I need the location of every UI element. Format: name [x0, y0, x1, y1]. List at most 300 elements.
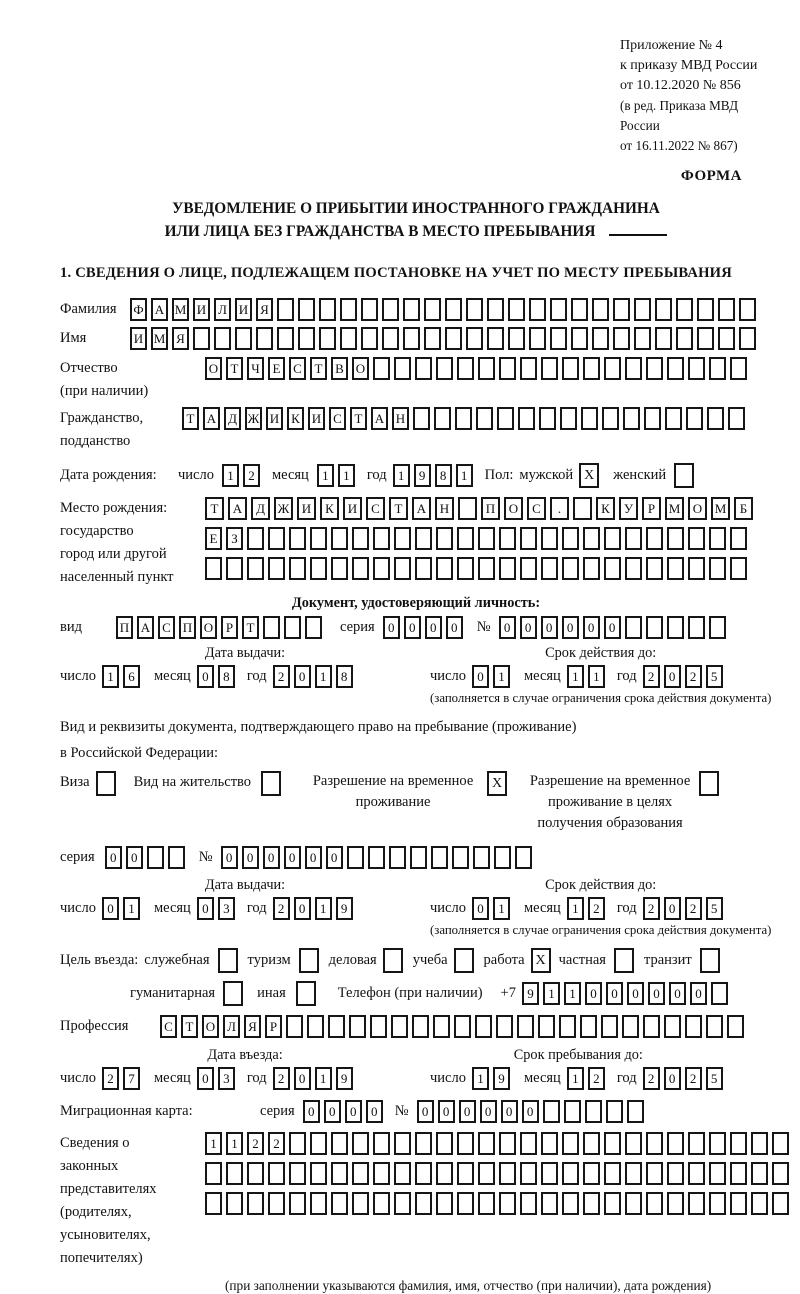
birth-place-cells-row3[interactable]: [205, 557, 757, 580]
form-cell: [373, 1132, 390, 1155]
form-cell: 0: [472, 665, 489, 688]
purpose-private-checkbox[interactable]: [614, 948, 634, 973]
form-cell: [268, 527, 285, 550]
form-cell: [457, 527, 474, 550]
stay-number-cells[interactable]: [221, 846, 536, 869]
form-cell: 0: [197, 897, 214, 920]
form-cell: [436, 1192, 453, 1215]
form-cell: Е: [268, 357, 285, 380]
doc-series-cells[interactable]: [383, 616, 467, 639]
stay-until-row: число 1 9 месяц 1 2 год 2 0 2 5: [430, 1067, 727, 1090]
gender-male-label: мужской: [519, 467, 574, 483]
phone-cells[interactable]: [522, 982, 732, 1005]
form-cell: [627, 1100, 644, 1123]
form-cell: Ж: [245, 407, 262, 430]
birth-place-cells-row1[interactable]: [205, 497, 757, 520]
identity-valid-day[interactable]: [472, 665, 514, 688]
form-cell: [602, 407, 619, 430]
stay-until-col: [430, 1047, 727, 1090]
form-cell: Я: [172, 327, 189, 350]
form-cell: [541, 357, 558, 380]
form-cell: [688, 557, 705, 580]
form-cell: 0: [541, 616, 558, 639]
form-cell: [455, 407, 472, 430]
year-label: год: [366, 467, 387, 483]
purpose-tourism-checkbox[interactable]: [299, 948, 319, 973]
form-cell: [592, 327, 609, 350]
doc-type-cells[interactable]: [116, 616, 326, 639]
identity-issue-year[interactable]: [273, 665, 357, 688]
form-cell: [370, 1015, 387, 1038]
form-cell: И: [193, 298, 210, 321]
month-label: месяц: [271, 467, 309, 483]
form-cell: [688, 1132, 705, 1155]
form-cell: [499, 557, 516, 580]
entry-dates: [60, 1047, 772, 1090]
form-cell: Т: [226, 357, 243, 380]
form-cell: [585, 1100, 602, 1123]
form-cell: 1: [222, 464, 239, 487]
form-cell: [655, 327, 672, 350]
form-cell: [247, 1162, 264, 1185]
stay-until-year[interactable]: [643, 1067, 727, 1090]
identity-valid-year[interactable]: [643, 665, 727, 688]
series-label: серия: [340, 619, 375, 635]
form-cell: [583, 357, 600, 380]
form-cell: Я: [244, 1015, 261, 1038]
form-cell: [688, 1192, 705, 1215]
purpose-humanitarian-checkbox[interactable]: [223, 981, 243, 1006]
form-cell: [664, 1015, 681, 1038]
form-cell: [604, 1132, 621, 1155]
form-cell: К: [287, 407, 304, 430]
form-cell: [517, 1015, 534, 1038]
surname-cells[interactable]: [130, 298, 760, 321]
stay-valid-col: [430, 877, 771, 938]
form-cell: [298, 298, 315, 321]
number-label: №: [476, 619, 491, 635]
form-cell: [289, 1132, 306, 1155]
form-cell: 0: [669, 982, 686, 1005]
form-cell: 0: [664, 897, 681, 920]
form-cell: [646, 1192, 663, 1215]
form-cell: [520, 527, 537, 550]
form-cell: 0: [126, 846, 143, 869]
citizenship-cells[interactable]: [182, 407, 749, 430]
purpose-business-checkbox[interactable]: [218, 948, 238, 973]
visa-checkbox[interactable]: [96, 771, 116, 796]
form-cell: [394, 357, 411, 380]
gender-male-checkbox[interactable]: X: [579, 463, 599, 488]
temp-residence-checkbox[interactable]: X: [487, 771, 507, 796]
form-cell: [583, 527, 600, 550]
form-cell: [508, 298, 525, 321]
issue-date-header: Дата выдачи:: [204, 877, 286, 893]
representatives-note: (при заполнении указываются фамилия, имя, отчество (при наличии), дата рождения): [225, 1278, 712, 1293]
form-cell: 0: [197, 665, 214, 688]
form-cell: Я: [256, 298, 273, 321]
appendix-line: Приложение № 4: [620, 38, 723, 53]
form-cell: [625, 357, 642, 380]
form-cell: И: [343, 497, 362, 520]
stay-issue-day[interactable]: [102, 897, 144, 920]
form-cell: 0: [664, 1067, 681, 1090]
form-cell: 0: [472, 897, 489, 920]
form-cell: [394, 557, 411, 580]
form-cell: 1: [338, 464, 355, 487]
form-cell: Т: [181, 1015, 198, 1038]
firstname-label: Имя: [60, 330, 87, 346]
birth-place-cells-row2[interactable]: [205, 527, 757, 550]
birth-month-cells[interactable]: [317, 464, 359, 487]
form-cell: [625, 616, 642, 639]
form-cell: 0: [648, 982, 665, 1005]
stay-valid-year[interactable]: [643, 897, 727, 920]
form-cell: [368, 846, 385, 869]
valid-note: (заполняется в случае ограничения срока действия документа): [430, 691, 772, 705]
form-cell: [389, 846, 406, 869]
form-cell: [634, 327, 651, 350]
form-cell: Р: [265, 1015, 282, 1038]
form-cell: [665, 407, 682, 430]
form-cell: [581, 407, 598, 430]
form-cell: [457, 1192, 474, 1215]
form-cell: [247, 527, 264, 550]
form-cell: [305, 616, 322, 639]
form-cell: [403, 298, 420, 321]
form-cell: Р: [221, 616, 238, 639]
form-cell: 0: [324, 1100, 341, 1123]
representatives-cells-row2[interactable]: [205, 1162, 793, 1185]
form-cell: П: [116, 616, 133, 639]
form-cell: 0: [459, 1100, 476, 1123]
form-cell: [541, 557, 558, 580]
form-cell: [751, 1192, 768, 1215]
purpose-work-checkbox[interactable]: X: [531, 948, 551, 973]
form-cell: [499, 527, 516, 550]
form-cell: М: [665, 497, 684, 520]
form-cell: 2: [243, 464, 260, 487]
form-cell: [277, 327, 294, 350]
form-cell: [667, 527, 684, 550]
form-cell: [458, 497, 477, 520]
purpose-other-checkbox[interactable]: [296, 981, 316, 1006]
stay-until-day[interactable]: [472, 1067, 514, 1090]
form-cell: [226, 1162, 243, 1185]
form-cell: Ж: [274, 497, 293, 520]
form-cell: П: [179, 616, 196, 639]
form-cell: О: [352, 357, 369, 380]
form-cell: О: [688, 497, 707, 520]
form-cell: К: [596, 497, 615, 520]
form-title-line2: ИЛИ ЛИЦА БЕЗ ГРАЖДАНСТВА В МЕСТО ПРЕБЫВАНИЯ: [60, 220, 772, 243]
form-cell: [310, 557, 327, 580]
migration-card-label: Миграционная карта:: [60, 1103, 193, 1119]
form-cell: А: [137, 616, 154, 639]
profession-cells[interactable]: [160, 1015, 748, 1038]
form-cell: 1: [315, 665, 332, 688]
entry-month[interactable]: [197, 1067, 239, 1090]
form-cell: 0: [583, 616, 600, 639]
form-cell: И: [308, 407, 325, 430]
identity-doc-row: [60, 616, 772, 639]
migration-series-cells[interactable]: [303, 1100, 387, 1123]
stay-doc-intro2: в Российской Федерации:: [60, 745, 219, 761]
form-cell: [205, 1162, 222, 1185]
form-cell: [494, 846, 511, 869]
form-cell: [284, 616, 301, 639]
patronymic-cells[interactable]: [205, 357, 751, 380]
form-cell: [457, 557, 474, 580]
form-cell: 9: [336, 897, 353, 920]
form-cell: [606, 1100, 623, 1123]
birth-day-cells[interactable]: [222, 464, 264, 487]
representatives-cells-row1[interactable]: [205, 1132, 793, 1155]
purpose-label: Цель въезда:: [60, 952, 139, 968]
form-cell: [688, 357, 705, 380]
form-cell: И: [130, 327, 147, 350]
purpose-commercial-checkbox[interactable]: [383, 948, 403, 973]
form-cell: [625, 527, 642, 550]
profession-row: [60, 1015, 772, 1038]
form-cell: [310, 1132, 327, 1155]
stay-valid-month[interactable]: [567, 897, 609, 920]
form-cell: [476, 407, 493, 430]
form-cell: [515, 846, 532, 869]
number-label: №: [394, 1103, 409, 1119]
form-title: [60, 197, 772, 243]
stay-issue-month[interactable]: [197, 897, 239, 920]
form-cell: Т: [182, 407, 199, 430]
form-cell: [739, 298, 756, 321]
form-cell: Т: [310, 357, 327, 380]
form-cell: 2: [643, 897, 660, 920]
form-cell: [706, 1015, 723, 1038]
form-cell: 1: [567, 665, 584, 688]
form-cell: [415, 1192, 432, 1215]
form-cell: [646, 357, 663, 380]
form-cell: [478, 1162, 495, 1185]
form-cell: 0: [383, 616, 400, 639]
form-cell: 2: [273, 665, 290, 688]
form-cell: [686, 407, 703, 430]
form-cell: [373, 527, 390, 550]
form-cell: 2: [685, 665, 702, 688]
form-cell: С: [527, 497, 546, 520]
form-cell: 1: [493, 665, 510, 688]
form-cell: 0: [305, 846, 322, 869]
form-cell: [289, 1162, 306, 1185]
representatives-cells-block: [205, 1132, 793, 1215]
form-cell: 0: [446, 616, 463, 639]
form-cell: 1: [493, 897, 510, 920]
form-cell: [601, 1015, 618, 1038]
identity-issue-row: число 1 6 месяц 0 8 год 2 0 1 8: [60, 665, 430, 688]
stay-valid-day[interactable]: [472, 897, 514, 920]
representatives-cells-row3[interactable]: [205, 1192, 793, 1215]
form-cell: Т: [242, 616, 259, 639]
form-cell: [560, 407, 577, 430]
form-cell: И: [297, 497, 316, 520]
form-cell: [667, 616, 684, 639]
form-cell: [352, 557, 369, 580]
form-cell: С: [160, 1015, 177, 1038]
form-cell: 6: [123, 665, 140, 688]
identity-valid-month[interactable]: [567, 665, 609, 688]
form-cell: [655, 298, 672, 321]
form-cell: 1: [472, 1067, 489, 1090]
gender-female-checkbox[interactable]: [674, 463, 694, 488]
birth-place-block: [60, 497, 772, 589]
form-cell: 0: [585, 982, 602, 1005]
number-label: №: [198, 849, 213, 865]
purpose-transit-checkbox[interactable]: [700, 948, 720, 973]
form-cell: [622, 1015, 639, 1038]
citizenship-label: Гражданство, подданство: [60, 410, 144, 449]
form-cell: [289, 527, 306, 550]
entry-day[interactable]: [102, 1067, 144, 1090]
form-cell: [772, 1162, 789, 1185]
form-cell: [394, 1192, 411, 1215]
form-cell: Ч: [247, 357, 264, 380]
form-cell: [583, 557, 600, 580]
purpose-study-checkbox[interactable]: [454, 948, 474, 973]
birth-date-row: [60, 463, 772, 488]
form-cell: А: [151, 298, 168, 321]
form-cell: [697, 298, 714, 321]
form-cell: [580, 1015, 597, 1038]
form-cell: 1: [102, 665, 119, 688]
stay-valid-row: число 0 1 месяц 1 2 год 2 0 2 5: [430, 897, 771, 920]
form-cell: 0: [499, 616, 516, 639]
form-cell: [583, 1162, 600, 1185]
valid-note: (заполняется в случае ограничения срока действия документа): [430, 923, 772, 937]
form-cell: [562, 1162, 579, 1185]
entry-year[interactable]: [273, 1067, 357, 1090]
stay-series-cells[interactable]: [105, 846, 189, 869]
form-cell: 9: [414, 464, 431, 487]
residence-permit-checkbox[interactable]: [261, 771, 281, 796]
stay-doc-dates: [60, 877, 772, 938]
form-cell: [772, 1192, 789, 1215]
form-cell: [373, 557, 390, 580]
citizenship-row: [60, 407, 772, 453]
representatives-label: Сведения о законных представителях (родителях, усыновителях, попечителях): [60, 1135, 157, 1266]
form-cell: 8: [218, 665, 235, 688]
identity-issue-day[interactable]: [102, 665, 144, 688]
form-cell: [571, 298, 588, 321]
form-cell: [347, 846, 364, 869]
temp-residence-edu-checkbox[interactable]: [699, 771, 719, 796]
form-cell: И: [235, 298, 252, 321]
form-cell: [711, 982, 728, 1005]
firstname-row: [60, 327, 772, 350]
stay-doc-intro1: Вид и реквизиты документа, подтверждающего право на пребывание (проживание): [60, 719, 577, 735]
form-cell: 2: [588, 897, 605, 920]
form-cell: 0: [417, 1100, 434, 1123]
form-cell: [550, 298, 567, 321]
doc-number-cells[interactable]: [499, 616, 730, 639]
form-cell: [583, 1132, 600, 1155]
form-cell: [709, 1132, 726, 1155]
form-cell: [452, 846, 469, 869]
visa-label: Виза: [60, 774, 90, 790]
migration-number-cells[interactable]: [417, 1100, 648, 1123]
stay-issue-year[interactable]: [273, 897, 357, 920]
form-cell: [604, 1192, 621, 1215]
residence-permit-label: Вид на жительство: [133, 774, 252, 790]
form-cell: [625, 1132, 642, 1155]
form-cell: 0: [366, 1100, 383, 1123]
form-cell: [478, 557, 495, 580]
form-cell: [382, 298, 399, 321]
firstname-cells[interactable]: [130, 327, 760, 350]
form-cell: [727, 1015, 744, 1038]
form-cell: [286, 1015, 303, 1038]
temp-residence-label: Разрешение на временное проживание: [312, 773, 474, 810]
form-cell: З: [226, 527, 243, 550]
form-cell: [268, 557, 285, 580]
form-cell: [550, 327, 567, 350]
form-cell: [457, 1162, 474, 1185]
form-cell: 0: [404, 616, 421, 639]
form-cell: 0: [690, 982, 707, 1005]
entry-date-header: Дата въезда:: [207, 1047, 283, 1063]
appendix-edit-note: (в ред. Приказа МВД России: [620, 98, 739, 133]
form-cell: 2: [247, 1132, 264, 1155]
surname-row: [60, 298, 772, 321]
form-cell: [646, 616, 663, 639]
form-cell: 0: [604, 616, 621, 639]
form-cell: Д: [224, 407, 241, 430]
form-cell: [340, 327, 357, 350]
form-cell: [445, 327, 462, 350]
form-cell: [499, 1162, 516, 1185]
form-cell: [349, 1015, 366, 1038]
form-cell: 0: [627, 982, 644, 1005]
entry-date-col: [60, 1047, 430, 1090]
form-cell: Н: [435, 497, 454, 520]
valid-until-header: Срок действия до:: [545, 645, 657, 661]
form-cell: [538, 1015, 555, 1038]
form-cell: [685, 1015, 702, 1038]
stay-until-month[interactable]: [567, 1067, 609, 1090]
form-cell: [268, 1192, 285, 1215]
form-cell: 2: [588, 1067, 605, 1090]
form-cell: [709, 357, 726, 380]
form-cell: [730, 1132, 747, 1155]
form-cell: [487, 327, 504, 350]
form-cell: [541, 1162, 558, 1185]
form-cell: [559, 1015, 576, 1038]
form-cell: [310, 527, 327, 550]
birth-year-cells[interactable]: [393, 464, 477, 487]
form-cell: [497, 407, 514, 430]
form-cell: С: [329, 407, 346, 430]
form-cell: А: [412, 497, 431, 520]
form-cell: 0: [425, 616, 442, 639]
form-cell: [247, 1192, 264, 1215]
form-cell: Д: [251, 497, 270, 520]
form-cell: [739, 327, 756, 350]
form-cell: [424, 298, 441, 321]
form-cell: [331, 1192, 348, 1215]
birth-place-cells-block: [205, 497, 757, 580]
form-cell: [709, 616, 726, 639]
identity-issue-month[interactable]: [197, 665, 239, 688]
form-cell: [310, 1192, 327, 1215]
form-cell: 1: [205, 1132, 222, 1155]
